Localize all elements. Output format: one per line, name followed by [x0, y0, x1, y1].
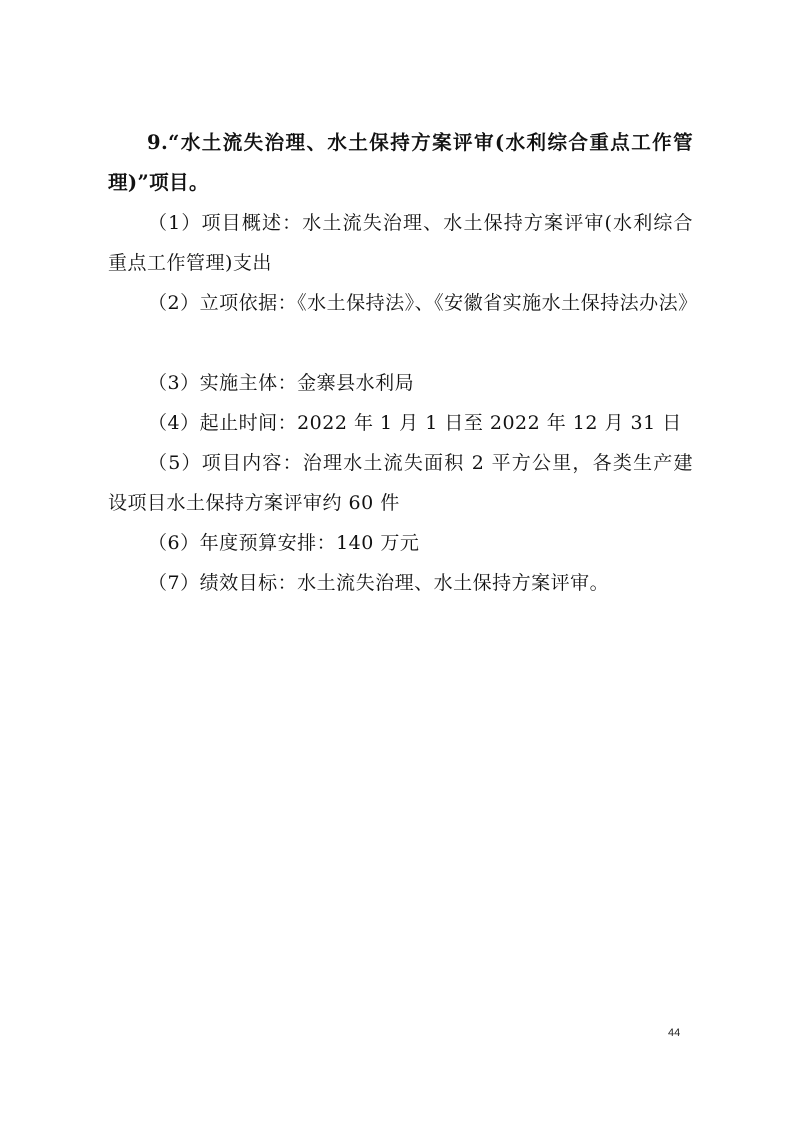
page-number: 44 — [668, 1027, 681, 1039]
item-overview: （1）项目概述：水土流失治理、水土保持方案评审(水利综合重点工作管理)支出 — [108, 212, 693, 274]
item-budget: （6）年度预算安排：140 万元 — [148, 532, 420, 554]
item-implementer: （3）实施主体：金寨县水利局 — [148, 372, 415, 394]
item-goal: （7）绩效目标：水土流失治理、水土保持方案评审。 — [148, 572, 610, 594]
section-heading: 9.“水土流失治理、水土保持方案评审(水利综合重点工作管理)”项目。 — [108, 131, 693, 194]
item-content: （5）项目内容：治理水土流失面积 2 平方公里，各类生产建设项目水土保持方案评审约 60 件 — [108, 452, 693, 514]
item-period: （4）起止时间：2022 年 1 月 1 日至 2022 年 12 月 31 日 — [148, 412, 682, 434]
item-basis: （2）立项依据：《水土保持法》、《安徽省实施水土保持法办法》 — [148, 292, 698, 314]
